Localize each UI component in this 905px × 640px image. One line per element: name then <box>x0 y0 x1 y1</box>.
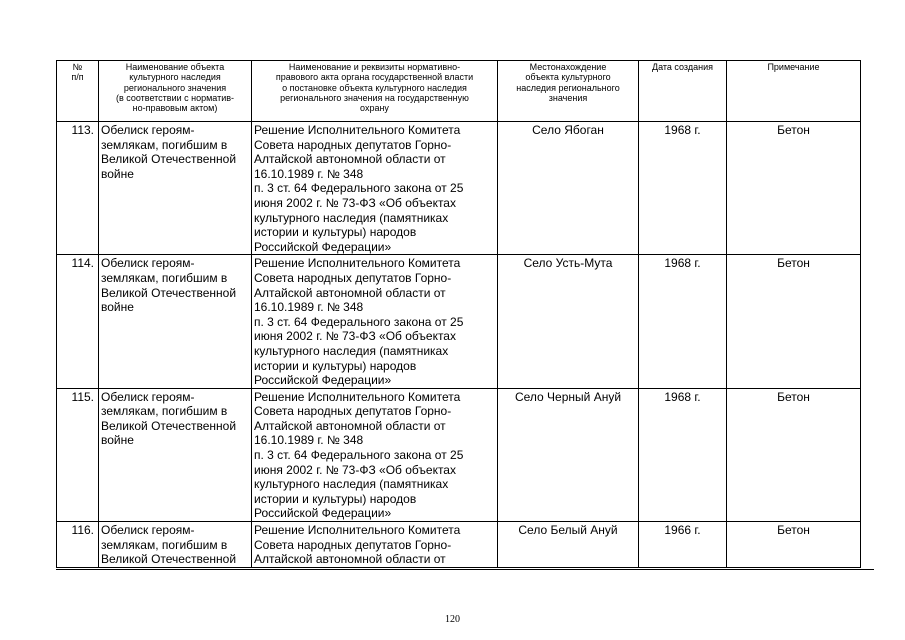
header-num: № п/п <box>57 61 99 122</box>
cell-object-name: Обелиск героям- землякам, погибшим в Великой Отечественной <box>99 522 252 568</box>
header-note: Примечание <box>727 61 861 122</box>
cell-location: Село Ябоган <box>498 122 639 255</box>
table-row <box>57 122 861 255</box>
cell-location: Село Белый Ануй <box>498 522 639 568</box>
table-row <box>57 255 861 388</box>
cell-location: Село Усть-Мута <box>498 255 639 388</box>
cell-num: 113. <box>57 122 99 255</box>
table-row <box>57 388 861 521</box>
cell-legal-act: Решение Исполнительного Комитета Совета народных депутатов Горно- Алтайской автономной области от 16.10.1989 г. № 348 п. 3 ст. 64 Федерального закона от 25 июня 2002 г. № 73-ФЗ «Об объектах культурного наследия (памятниках истории и культуры) народов Российской Федерации» <box>252 388 498 521</box>
cell-num: 114. <box>57 255 99 388</box>
cell-note: Бетон <box>727 522 861 568</box>
cell-legal-act: Решение Исполнительного Комитета Совета народных депутатов Горно- Алтайской автономной области от <box>252 522 498 568</box>
cell-num: 116. <box>57 522 99 568</box>
table-header-row <box>57 61 861 122</box>
cell-note: Бетон <box>727 255 861 388</box>
cell-legal-act: Решение Исполнительного Комитета Совета народных депутатов Горно- Алтайской автономной области от 16.10.1989 г. № 348 п. 3 ст. 64 Федерального закона от 25 июня 2002 г. № 73-ФЗ «Об объектах культурного наследия (памятниках истории и культуры) народов Российской Федерации» <box>252 122 498 255</box>
cell-creation-date: 1966 г. <box>639 522 727 568</box>
cell-object-name: Обелиск героям- землякам, погибшим в Великой Отечественной войне <box>99 122 252 255</box>
cell-creation-date: 1968 г. <box>639 255 727 388</box>
cell-creation-date: 1968 г. <box>639 122 727 255</box>
header-creation-date: Дата создания <box>639 61 727 122</box>
heritage-objects-table <box>56 60 861 568</box>
cell-note: Бетон <box>727 122 861 255</box>
page-number: 120 <box>445 614 460 625</box>
header-object-name: Наименование объекта культурного наследия регионального значения (в соответствии с норматив- но-правовым актом) <box>99 61 252 122</box>
table-bottom-border <box>56 569 874 570</box>
cell-num: 115. <box>57 388 99 521</box>
table-viewport <box>56 60 876 570</box>
cell-object-name: Обелиск героям- землякам, погибшим в Великой Отечественной войне <box>99 388 252 521</box>
cell-creation-date: 1968 г. <box>639 388 727 521</box>
cell-note: Бетон <box>727 388 861 521</box>
cell-object-name: Обелиск героям- землякам, погибшим в Великой Отечественной войне <box>99 255 252 388</box>
header-location: Местонахождение объекта культурного наследия регионального значения <box>498 61 639 122</box>
table-row <box>57 522 861 568</box>
header-legal-act: Наименование и реквизиты нормативно- правового акта органа государственной власти о постановке объекта культурного наследия регионального значения на государственную охрану <box>252 61 498 122</box>
cell-legal-act: Решение Исполнительного Комитета Совета народных депутатов Горно- Алтайской автономной области от 16.10.1989 г. № 348 п. 3 ст. 64 Федерального закона от 25 июня 2002 г. № 73-ФЗ «Об объектах культурного наследия (памятниках истории и культуры) народов Российской Федерации» <box>252 255 498 388</box>
cell-location: Село Черный Ануй <box>498 388 639 521</box>
